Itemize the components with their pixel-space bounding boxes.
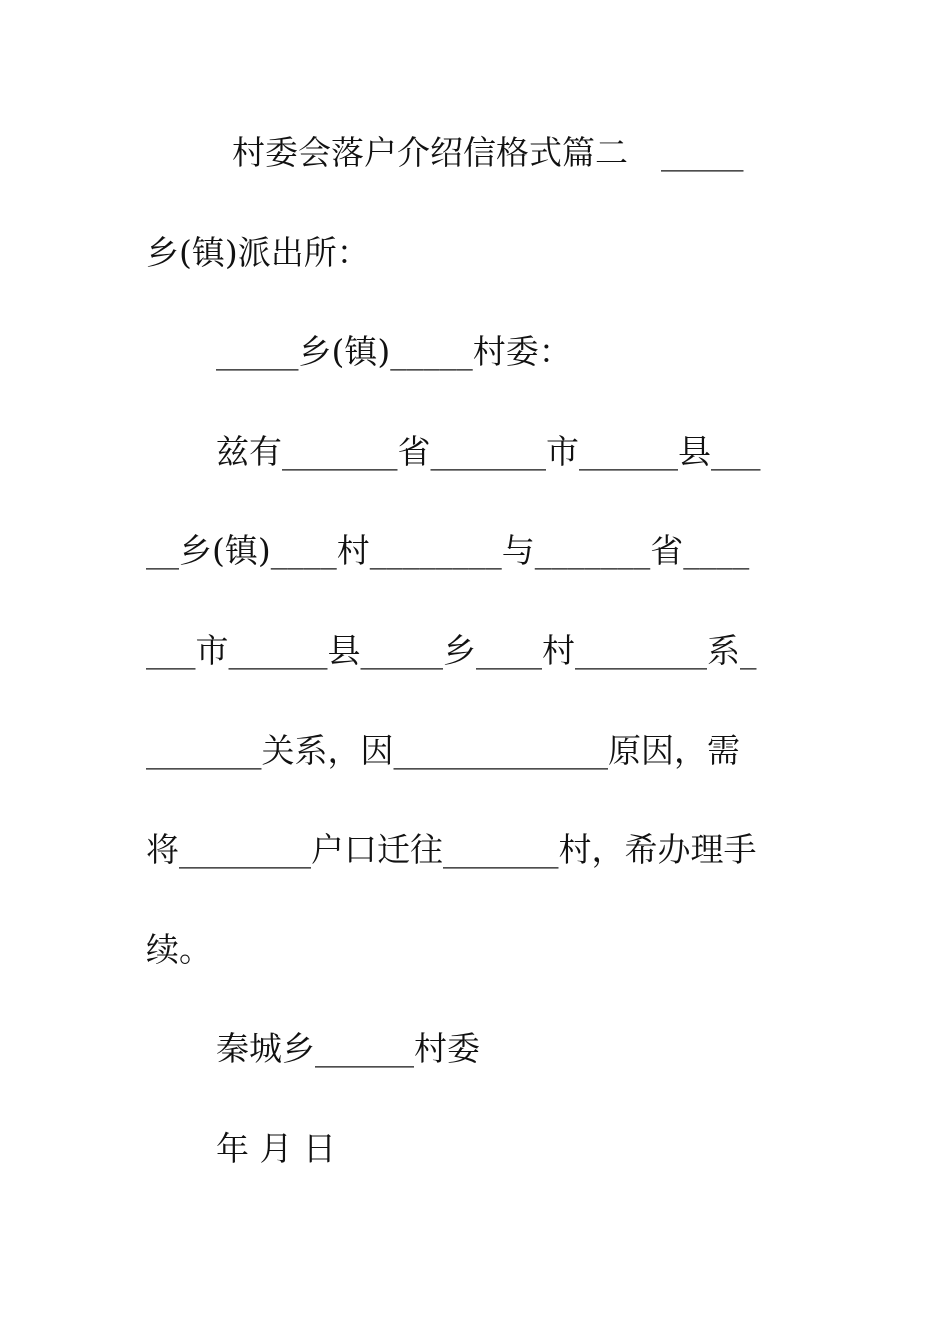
body-line-4: _______关系，因_____________原因，需: [146, 731, 740, 770]
sender-line: _____乡(镇)_____村委：: [216, 332, 572, 371]
body-line-6: 续。: [146, 930, 212, 969]
body-line-2: __乡(镇)____村________与_______省____: [146, 531, 750, 570]
document-title-line: 村委会落户介绍信格式篇二 _____: [232, 133, 744, 172]
body-line-3: ___市______县_____乡____村________系_: [146, 631, 757, 670]
signature-line: 秦城乡______村委: [216, 1029, 480, 1068]
date-line: 年 月 日: [216, 1129, 336, 1168]
addressee-line: 乡(镇)派出所：: [146, 233, 370, 272]
body-line-1: 兹有_______省_______市______县___: [216, 432, 761, 471]
body-line-5: 将________户口迁往_______村，希办理手: [146, 830, 757, 869]
